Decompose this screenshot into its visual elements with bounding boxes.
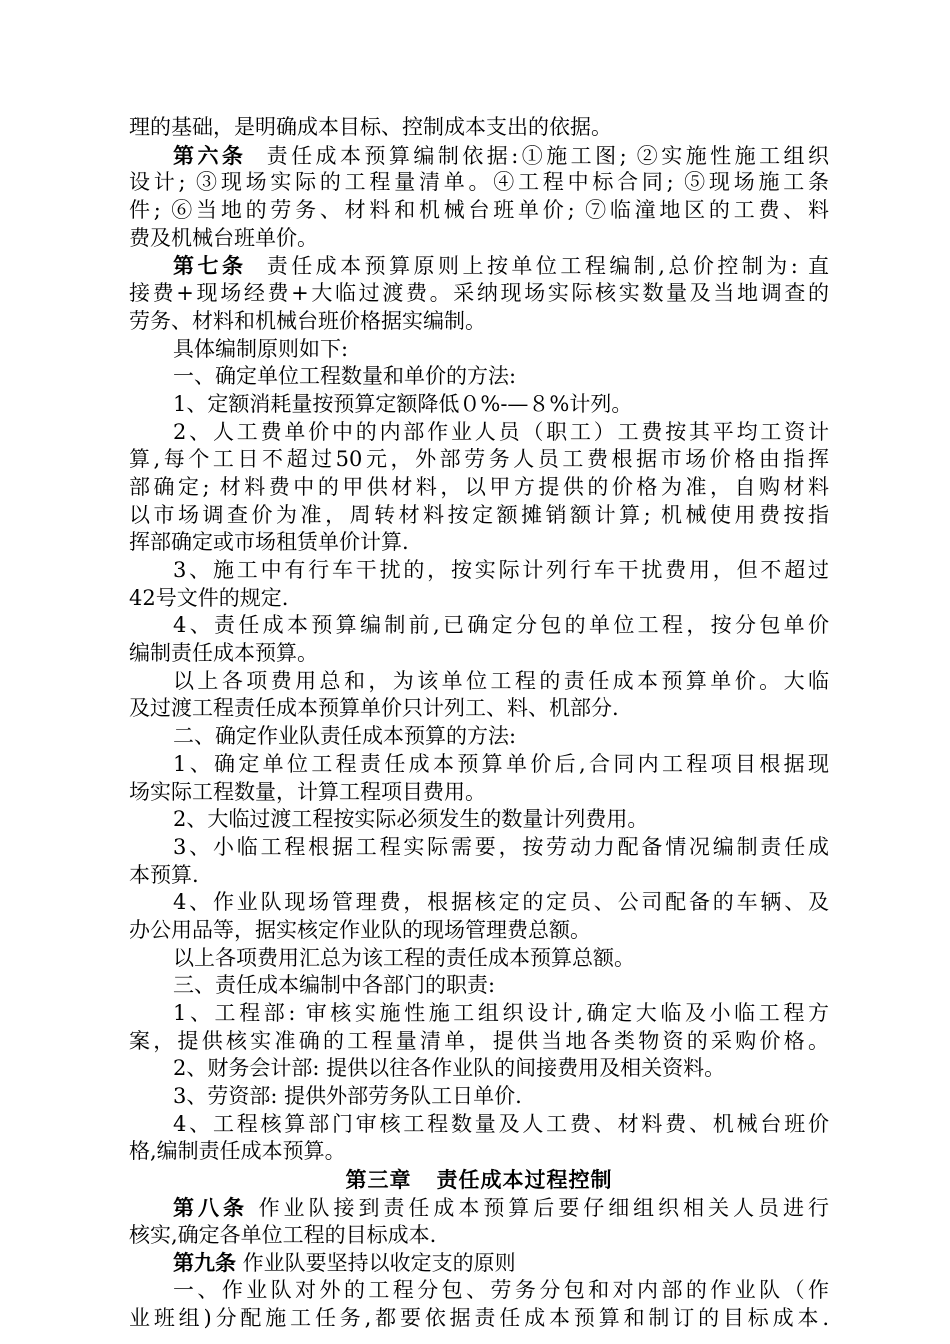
body-text-line — [129, 1000, 829, 1028]
line-text: 业班组)分配施工任务,都要依据责任成本预算和制订的目标成本. — [129, 1305, 829, 1330]
line-text: 核实,确定各单位工程的目标成本. — [129, 1222, 437, 1247]
article-number: 第八条 — [173, 1194, 248, 1220]
body-text-line — [129, 1055, 829, 1083]
line-text: 场实际工程数量，计算工程项目费用。 — [129, 779, 486, 804]
body-text-line — [129, 169, 829, 197]
body-text-line — [129, 1222, 829, 1250]
chapter-heading: 第三章 责任成本过程控制 — [345, 1167, 613, 1193]
line-text: 二、确定作业队责任成本预算的方法: — [173, 724, 517, 749]
body-text-line — [129, 723, 829, 751]
line-text: 3、小临工程根据工程实际需要，按劳动力配备情况编制责任成 — [173, 834, 829, 859]
body-text-line — [129, 1028, 829, 1056]
body-text-line — [129, 862, 829, 890]
line-text: 4、工程核算部门审核工程数量及人工费、材料费、机械台班价 — [173, 1111, 829, 1136]
line-text: 2、人工费单价中的内部作业人员（职工）工费按其平均工资计 — [173, 419, 829, 444]
document-page — [129, 114, 829, 1332]
line-text: 办公用品等，据实核定作业队的现场管理费总额。 — [129, 917, 591, 942]
body-text-line — [129, 391, 829, 419]
line-text: 件; ⑥当地的劳务、材料和机械台班单价; ⑦临潼地区的工费、料 — [129, 198, 829, 223]
body-text-line — [129, 474, 829, 502]
body-text-line — [129, 308, 829, 336]
line-text: 费及机械台班单价。 — [129, 225, 318, 250]
line-text: 三、责任成本编制中各部门的职责: — [173, 973, 496, 998]
line-text: 4、作业队现场管理费，根据核定的定员、公司配备的车辆、及 — [173, 890, 829, 915]
body-text-line — [129, 502, 829, 530]
line-text: 一、确定单位工程数量和单价的方法: — [173, 364, 517, 389]
line-text: 以市场调查价为准，周转材料按定额摊销额计算; 机械使用费按指 — [129, 502, 829, 527]
line-text: 42号文件的规定. — [129, 585, 289, 610]
line-text: 具体编制原则如下: — [173, 336, 349, 361]
article-number: 第九条 — [173, 1250, 236, 1276]
line-text: 本预算. — [129, 862, 199, 887]
body-text-line — [129, 225, 829, 253]
body-text-line — [129, 557, 829, 585]
body-text-line — [129, 695, 829, 723]
article-number: 第六条 — [173, 142, 247, 168]
body-text-line — [129, 806, 829, 834]
line-text: 设计; ③现场实际的工程量清单。④工程中标合同; ⑤现场施工条 — [129, 170, 829, 195]
article-number: 第七条 — [173, 253, 247, 279]
body-text-line — [129, 529, 829, 557]
line-text: 编制责任成本预算。 — [129, 641, 318, 666]
body-text-line — [129, 612, 829, 640]
line-text: 及过渡工程责任成本预算单价只计列工、料、机部分. — [129, 696, 619, 721]
line-text: 责任成本预算原则上按单位工程编制,总价控制为: 直 — [246, 254, 829, 279]
line-text: 1、定额消耗量按预算定额降低０%-—８%计列。 — [173, 391, 633, 416]
body-text-line — [129, 280, 829, 308]
body-text-line — [129, 668, 829, 696]
line-text: 3、施工中有行车干扰的，按实际计列行车干扰费用，但不超过 — [173, 558, 829, 582]
body-text-line — [129, 972, 829, 1000]
body-text-line — [129, 751, 829, 779]
body-text-line — [129, 363, 829, 391]
body-text-line — [129, 1277, 829, 1305]
line-text: 劳务、材料和机械台班价格据实编制。 — [129, 308, 486, 333]
body-text-line — [129, 640, 829, 668]
line-text: 部确定; 材料费中的甲供材料，以甲方提供的价格为准，自购材料 — [129, 474, 829, 499]
body-text-line — [129, 1138, 829, 1166]
body-text-line — [129, 1111, 829, 1139]
line-text: 挥部确定或市场租赁单价计算. — [129, 530, 409, 555]
body-text-line — [129, 419, 829, 447]
line-text: 一、作业队对外的工程分包、劳务分包和对内部的作业队（作 — [173, 1277, 829, 1302]
line-text: 以上各项费用总和，为该单位工程的责任成本预算单价。大临 — [173, 668, 829, 693]
body-text-line — [129, 1083, 829, 1111]
article-line — [129, 252, 829, 280]
line-text: 理的基础，是明确成本目标、控制成本支出的依据。 — [129, 115, 612, 139]
body-text-line — [129, 889, 829, 917]
article-line — [129, 142, 829, 170]
body-text-line — [129, 917, 829, 945]
line-text: 算,每个工日不超过50元，外部劳务人员工费根据市场价格由指挥 — [129, 447, 829, 472]
body-text-line — [129, 197, 829, 225]
line-text: 3、劳资部: 提供外部劳务队工日单价. — [173, 1084, 522, 1109]
line-text: 接费+现场经费+大临过渡费。采纳现场实际核实数量及当地调查的 — [129, 281, 829, 306]
body-text-line — [129, 834, 829, 862]
body-text-line — [129, 446, 829, 474]
body-text-line — [129, 336, 829, 364]
body-text-line — [129, 779, 829, 807]
body-text-line — [129, 114, 829, 142]
line-text: 4、责任成本预算编制前,已确定分包的单位工程，按分包单价 — [173, 613, 829, 638]
body-text-line — [129, 1305, 829, 1333]
article-line — [129, 1249, 829, 1277]
line-text: 格,编制责任成本预算。 — [129, 1139, 346, 1164]
line-text: 案，提供核实准确的工程量清单，提供当地各类物资的采购价格。 — [129, 1028, 829, 1053]
line-text: 1、工程部: 审核实施性施工组织设计,确定大临及小临工程方 — [173, 1001, 829, 1025]
body-text-line — [129, 945, 829, 973]
line-text: 责任成本预算编制依据:①施工图; ②实施性施工组织 — [246, 143, 829, 168]
line-text: 2、大临过渡工程按实际必须发生的数量计列费用。 — [173, 807, 649, 832]
line-text: 以上各项费用汇总为该工程的责任成本预算总额。 — [173, 945, 635, 970]
line-text: 1、确定单位工程责任成本预算单价后,合同内工程项目根据现 — [173, 751, 829, 776]
article-line — [129, 1194, 829, 1222]
line-text: 作业队接到责任成本预算后要仔细组织相关人员进行 — [247, 1195, 829, 1220]
line-text: 2、财务会计部: 提供以往各作业队的间接费用及相关资料。 — [173, 1056, 726, 1081]
body-text-line — [129, 585, 829, 613]
line-text: 作业队要坚持以收定支的原则 — [236, 1251, 516, 1276]
